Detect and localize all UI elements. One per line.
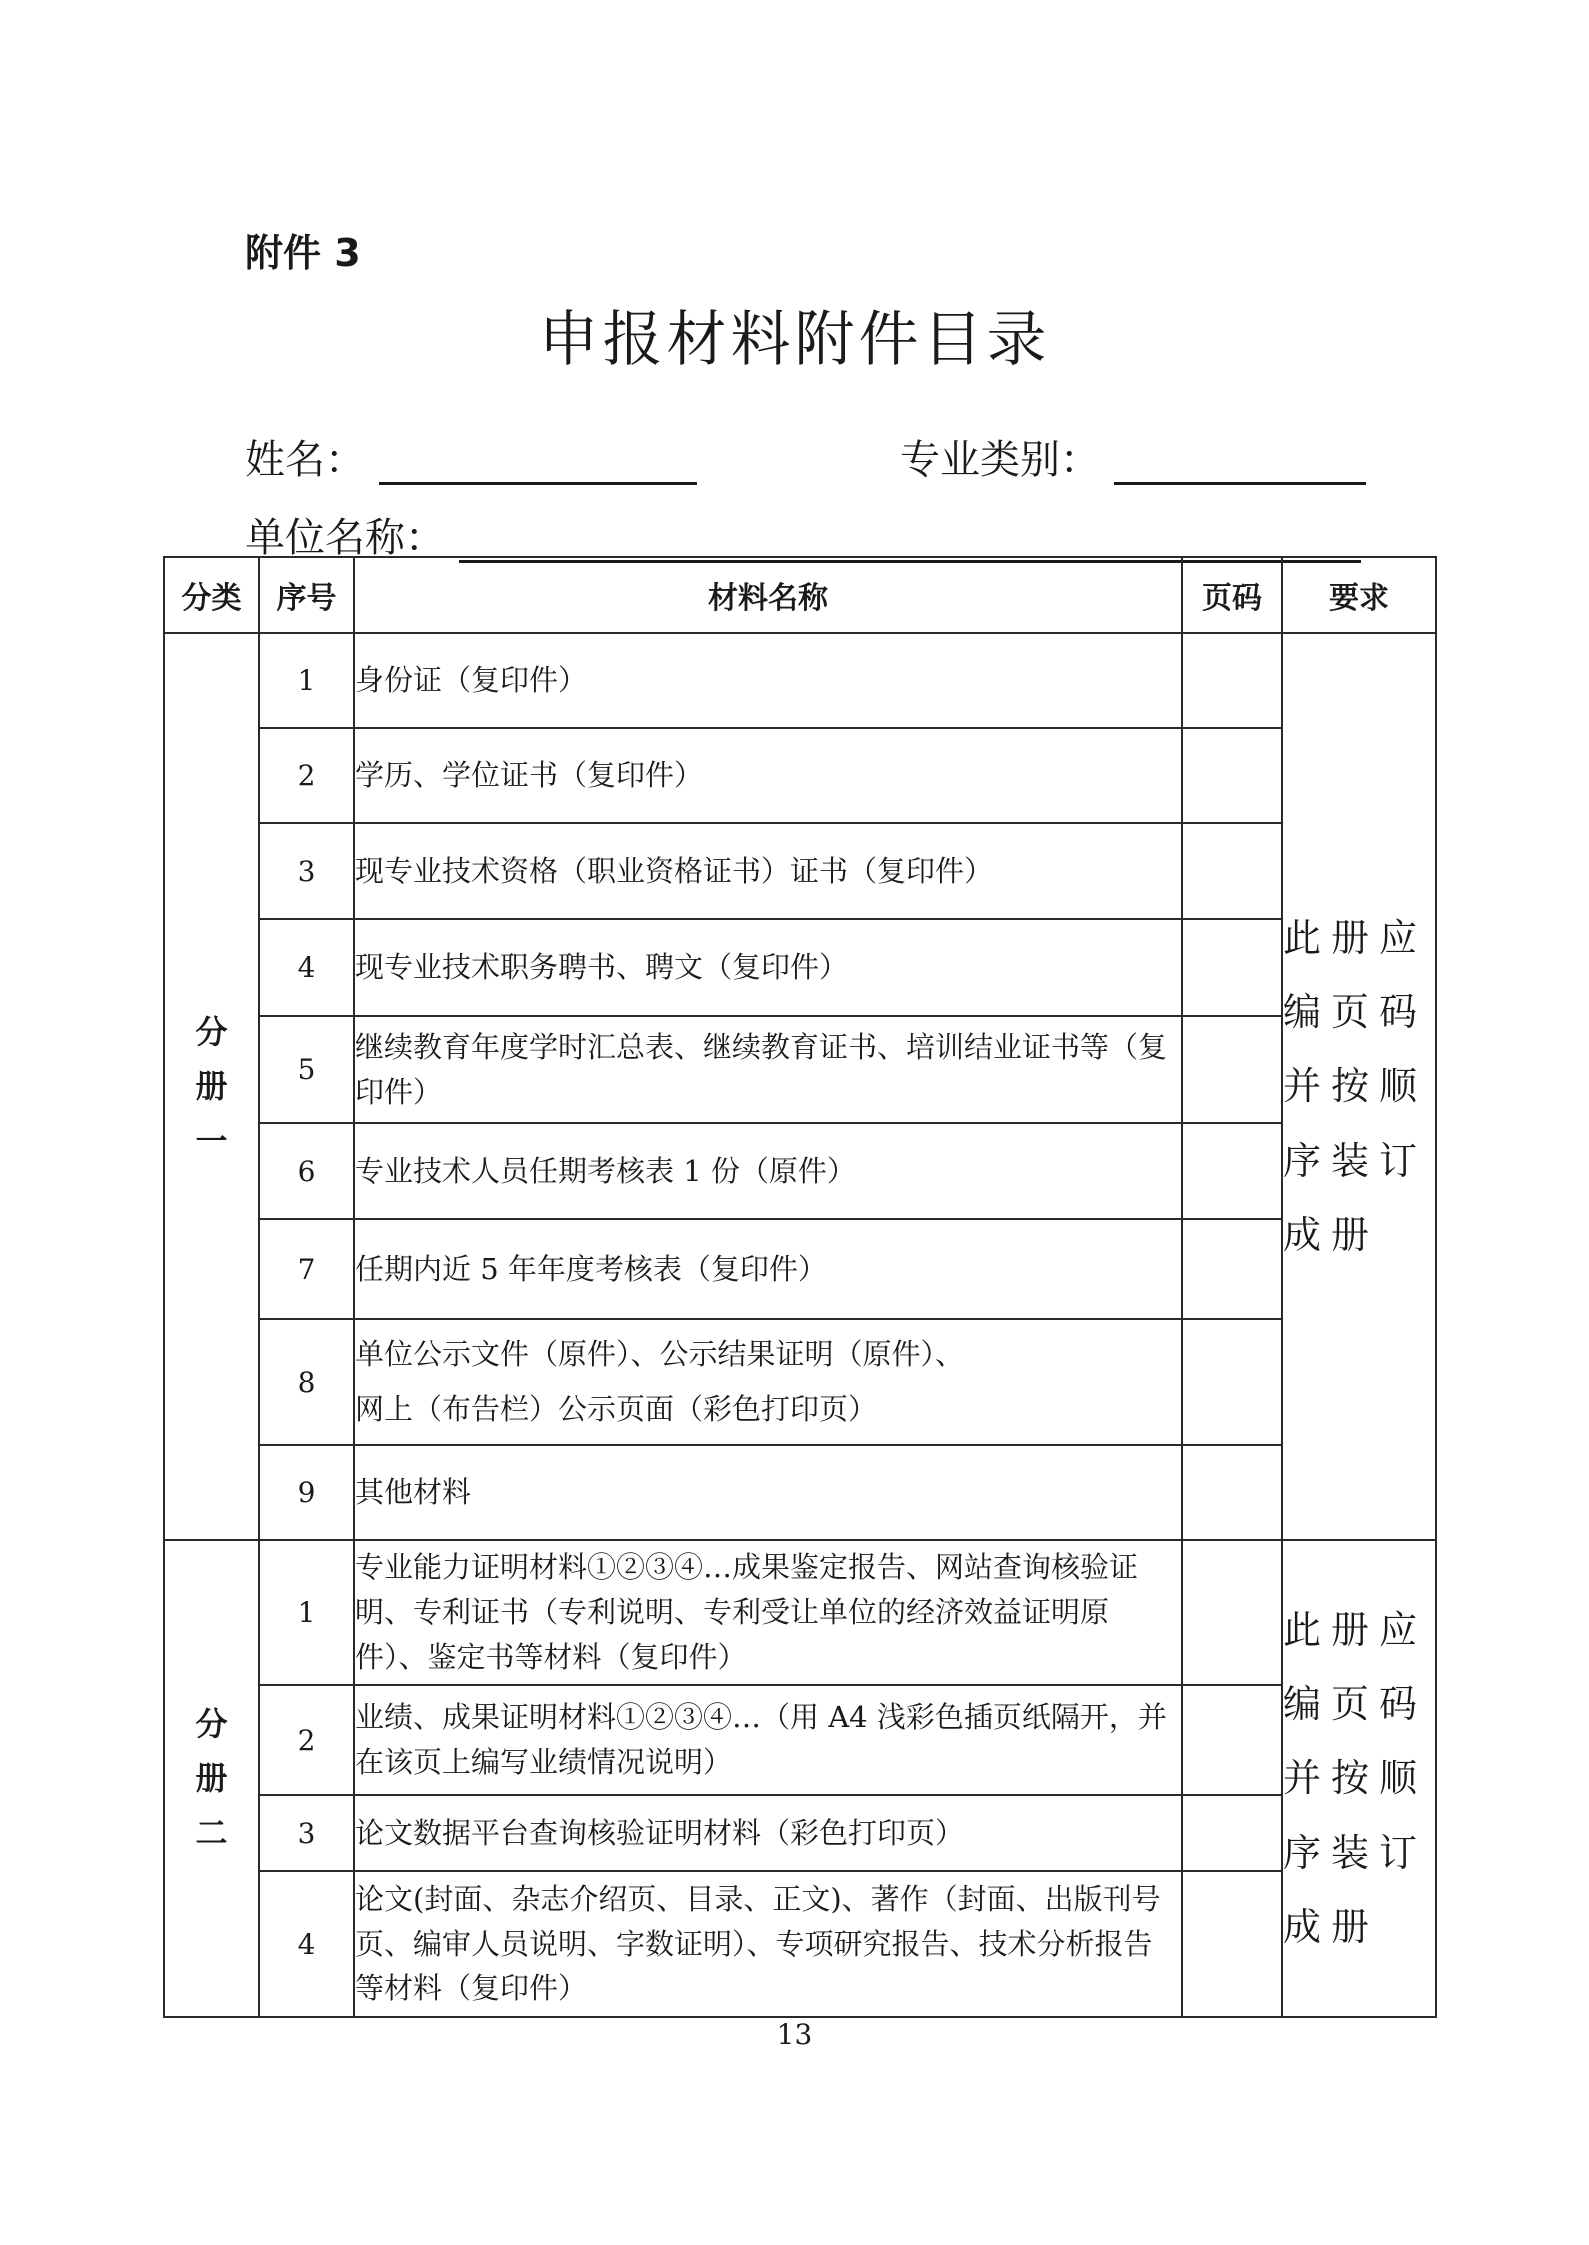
material-name: 其他材料 — [354, 1445, 1182, 1540]
material-name: 业绩、成果证明材料①②③④…（用 A4 浅彩色插页纸隔开，并在该页上编写业绩情况说明） — [354, 1685, 1182, 1795]
major-line — [900, 428, 1366, 485]
row-number: 3 — [259, 1795, 354, 1871]
header-requirement: 要求 — [1282, 557, 1436, 633]
page-cell[interactable] — [1182, 1540, 1282, 1685]
material-name: 继续教育年度学时汇总表、继续教育证书、培训结业证书等（复印件） — [354, 1016, 1182, 1123]
row-number: 2 — [259, 728, 354, 823]
row-number: 6 — [259, 1123, 354, 1219]
row-number: 8 — [259, 1319, 354, 1445]
page-cell[interactable] — [1182, 633, 1282, 728]
table-row — [164, 1319, 1436, 1445]
page-cell[interactable] — [1182, 1871, 1282, 2017]
material-name: 专业能力证明材料①②③④…成果鉴定报告、网站查询核验证明、专利证书（专利说明、专利受让单位的经济效益证明原件）、鉴定书等材料（复印件） — [354, 1540, 1182, 1685]
table-row — [164, 1016, 1436, 1123]
material-name: 身份证（复印件） — [354, 633, 1182, 728]
material-name: 任期内近 5 年年度考核表（复印件） — [354, 1219, 1182, 1319]
material-name: 现专业技术职务聘书、聘文（复印件） — [354, 919, 1182, 1016]
table-row — [164, 1871, 1436, 2017]
material-name: 论文(封面、杂志介绍页、目录、正文)、著作（封面、出版刊号页、编审人员说明、字数证明）、专项研究报告、技术分析报告等材料（复印件） — [354, 1871, 1182, 2017]
page-cell[interactable] — [1182, 1319, 1282, 1445]
major-blank[interactable] — [1114, 438, 1366, 485]
page-cell[interactable] — [1182, 1685, 1282, 1795]
row-number: 4 — [259, 919, 354, 1016]
material-name: 学历、学位证书（复印件） — [354, 728, 1182, 823]
document-title: 申报材料附件目录 — [538, 305, 1051, 375]
header-category: 分类 — [164, 557, 259, 633]
page-cell[interactable] — [1182, 1445, 1282, 1540]
row-number: 2 — [259, 1685, 354, 1795]
page-cell[interactable] — [1182, 1795, 1282, 1871]
page-cell[interactable] — [1182, 1016, 1282, 1123]
major-label: 专业类别： — [900, 437, 1100, 483]
table-row — [164, 1219, 1436, 1319]
catalog-table — [163, 556, 1437, 2018]
page-cell[interactable] — [1182, 728, 1282, 823]
table-row — [164, 1795, 1436, 1871]
name-blank[interactable] — [379, 438, 697, 485]
table-row — [164, 1445, 1436, 1540]
page-cell[interactable] — [1182, 919, 1282, 1016]
category-volume-2: 分 册 二 — [164, 1540, 259, 2017]
row-number: 9 — [259, 1445, 354, 1540]
material-name-line-1: 单位公示文件（原件）、公示结果证明（原件）、 — [355, 1337, 965, 1372]
category-volume-1: 分 册 一 — [164, 633, 259, 1540]
attachment-label: 附件 3 — [245, 231, 361, 275]
header-number: 序号 — [259, 557, 354, 633]
row-number: 3 — [259, 823, 354, 919]
material-name — [354, 1319, 1182, 1445]
header-page: 页码 — [1182, 557, 1282, 633]
unit-line — [245, 506, 1361, 563]
row-number: 7 — [259, 1219, 354, 1319]
row-number: 4 — [259, 1871, 354, 2017]
page-cell[interactable] — [1182, 1123, 1282, 1219]
row-number: 1 — [259, 633, 354, 728]
table-row — [164, 728, 1436, 823]
material-name: 专业技术人员任期考核表 1 份（原件） — [354, 1123, 1182, 1219]
table-row — [164, 633, 1436, 728]
unit-label: 单位名称： — [245, 515, 445, 561]
requirement-volume-2: 此册应编页码并按顺序装订成册 — [1282, 1540, 1436, 2017]
page-cell[interactable] — [1182, 823, 1282, 919]
table-row — [164, 1540, 1436, 1685]
row-number: 5 — [259, 1016, 354, 1123]
table-row — [164, 919, 1436, 1016]
table-row — [164, 823, 1436, 919]
name-label: 姓名： — [245, 437, 365, 483]
material-name: 现专业技术资格（职业资格证书）证书（复印件） — [354, 823, 1182, 919]
table-row — [164, 1685, 1436, 1795]
header-material: 材料名称 — [354, 557, 1182, 633]
table-row — [164, 1123, 1436, 1219]
material-name: 论文数据平台查询核验证明材料（彩色打印页） — [354, 1795, 1182, 1871]
page-number: 13 — [776, 2018, 813, 2051]
header-row — [164, 557, 1436, 633]
requirement-volume-1: 此册应编页码并按顺序装订成册 — [1282, 633, 1436, 1540]
material-name-line-2: 网上（布告栏）公示页面（彩色打印页） — [355, 1392, 878, 1426]
row-number: 1 — [259, 1540, 354, 1685]
page-cell[interactable] — [1182, 1219, 1282, 1319]
name-line — [245, 428, 697, 485]
